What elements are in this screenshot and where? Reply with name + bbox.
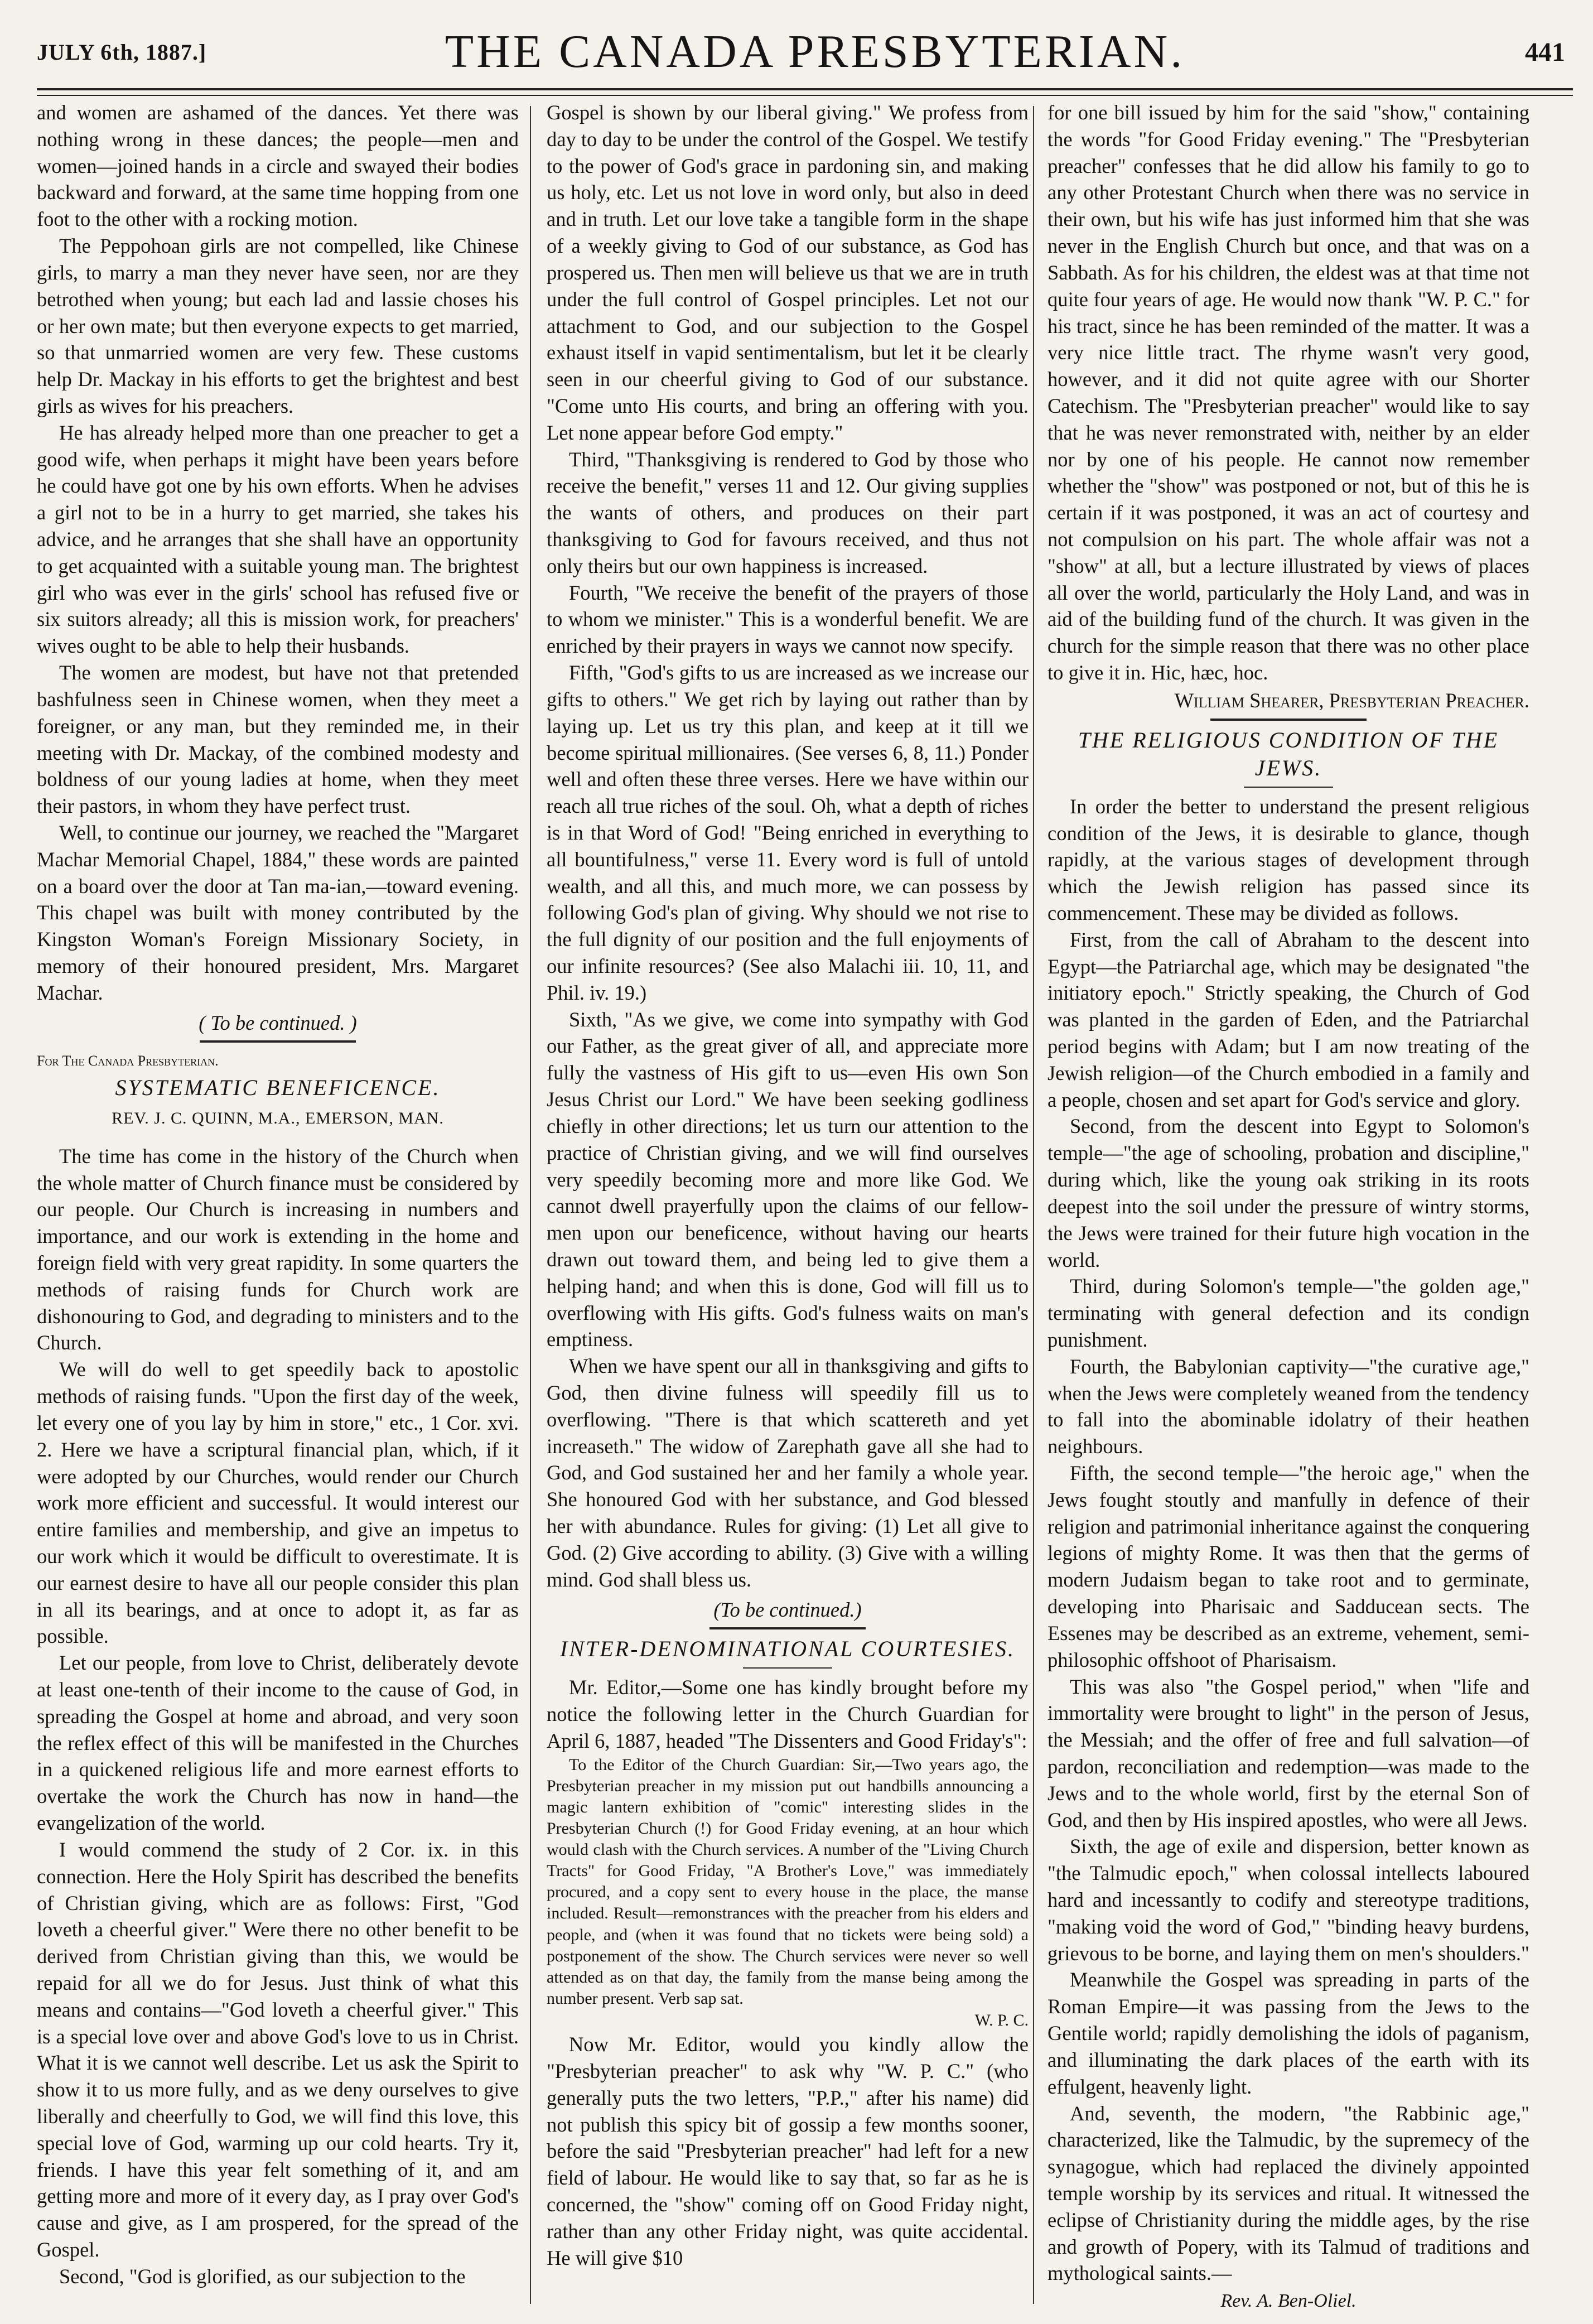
paragraph: for one bill issued by him for the said "show," containing the words "for Good Friday evening." The "Presbyterian preacher" confesses that he did allow his family to go to any other Protestant Church when there was no service in their own, but his wife has just informed him that she was never in the English Church but once, and that was on a Sabbath. As for his children, the eldest was at that time not quite four years of age. He would now thank "W. P. C." for his tract, since he has been reminded of the matter. It was a very nice little tract. The rhyme wasn't very good, however, and it did not quite agree with our Shorter Catechism. The "Presbyterian preacher" would like to say that he was never remonstrated with, neither by an elder nor by one of his people. He cannot now remember whether the "show" was postponed or not, but of this he is certain if it was postponed, it was an act of courtesy and not compulsion on his part. The whole affair was not a "show" at all, but a lecture illustrated by views of places all over the world, particularly the Holy Land, and was in aid of the building fund of the church. It was given in the church for the simple reason that there was no other place to give it in. Hic, hæc, hoc.: [1047, 101, 1529, 684]
article-signature: William Shearer, Presbyterian Preacher.: [1174, 688, 1529, 712]
paragraph: Third, "Thanksgiving is rendered to God by those who receive the benefit," verses 11 and 12. Our giving supplies the wants of others, and produces on their part thanksgiving to God for favours received, and thus not only theirs but our own happiness is increased.: [547, 447, 1029, 577]
paragraph: Meanwhile the Gospel was spreading in parts of the Roman Empire—it was passing from the Jews to the Gentile world; rapidly demolishing the idols of paganism, and illuminating the dark places of the earth with its effulgent, heavenly light.: [1047, 1968, 1529, 2098]
paragraph: This was also "the Gospel period," when "life and immortality were brought to light" in the person of Jesus, the Messiah; and the offer of free and full salvation—of pardon, reconciliation and redemption—was made to the Jews and to the whole world, first by the eternal Son of God, and then by His inspired apostles, who were all Jews.: [1047, 1675, 1529, 1831]
headline-rule: [1244, 787, 1333, 788]
column-3: [1047, 99, 1529, 2308]
paragraph: First, from the call of Abraham to the descent into Egypt—the Patriarchal age, which may be designated "the initiatory epoch." Strictly speaking, the Church of God was planted in the garden of Eden, and the Patriarchal period begins with Adam; but I am now treating of the Jewish religion—of the Church embodied in a family and a people, chosen and set apart for God's service and glory.: [1047, 928, 1529, 1111]
article-headline: INTER-DENOMINATIONAL COURTESIES.: [560, 1636, 1015, 1662]
article-kicker: For The Canada Presbyterian.: [37, 1053, 219, 1069]
paragraph: He has already helped more than one preacher to get a good wife, when perhaps it might have been years before he could have got one by his own efforts. When he advises a girl not to be in a hurry to get married, she takes his advice, and he arranges that she shall have an opportunity to get acquainted with a suitable young man. The brightest girl who was ever in the girls' school has refused five or six suitors already; all this is mission work, for preachers' wives ought to be able to help their husbands.: [37, 421, 519, 658]
paragraph: The women are modest, but have not that pretended bashfulness seen in Chinese women, when they meet a foreigner, or any man, but they reminded me, in their meeting with Dr. Mackay, of the combined modesty and boldness of our young ladies at home, when they meet their pastors, in whom they have perfect trust.: [37, 661, 519, 818]
masthead-rule-thin: [37, 95, 1573, 96]
paragraph: Sixth, the age of exile and dispersion, better known as "the Talmudic epoch," when colossal intellects laboured hard and incessantly to codify and stereotype traditions, "making void the word of God," "binding heavy burdens, grievous to be borne, and laying them on men's shoulders.": [1047, 1835, 1529, 1965]
headline-rule: [743, 1667, 832, 1669]
paragraph: Second, "God is glorified, as our subjection to the: [59, 2264, 466, 2288]
continued-note: (To be continued.): [713, 1598, 862, 1621]
paragraph: Now Mr. Editor, would you kindly allow the "Presbyterian preacher" to ask why "W. P. C." (who generally puts the two letters, "P.P.," after his name) did not publish this spicy bit of gossip a few months sooner, before the said "Presbyterian preacher" had left for a new field of labour. He would like to say that, so far as he is concerned, the "show" coming off on Good Friday night, rather than any other Friday night, was quite accidental. He will give $10: [547, 2033, 1029, 2269]
newspaper-title: THE CANADA PRESBYTERIAN.: [445, 26, 1185, 78]
paragraph: Well, to continue our journey, we reached the "Margaret Machar Memorial Chapel, 1884," these words are painted on a board over the door at Tan ma-ian,—toward evening. This chapel was built with money contributed by the Kingston Woman's Foreign Missionary Society, in memory of their honoured president, Mrs. Margaret Machar.: [37, 821, 519, 1004]
paragraph: When we have spent our all in thanksgiving and gifts to God, then divine fulness will speedily fill us to overflowing. "There is that which scattereth and yet increaseth." The widow of Zarephath gave all she had to God, and God sustained her and her family a whole year. She honoured God with her substance, and God blessed her with abundance. Rules for giving: (1) Let all give to God. (2) Give according to ability. (3) Give with a willing mind. God shall bless us.: [547, 1354, 1029, 1591]
paragraph: Third, during Solomon's temple—"the golden age," terminating with general defection and its condign punishment.: [1047, 1275, 1529, 1351]
paragraph: Fourth, "We receive the benefit of the prayers of those to whom we minister." This is a wonderful benefit. We are enriched by their prayers in ways we cannot now specify.: [547, 581, 1029, 658]
paragraph: Gospel is shown by our liberal giving." We profess from day to day to be under the control of the Gospel. We testify to the power of God's grace in pardoning sin, and making us holy, etc. Let us not love in word only, but also in deed and in truth. Let our love take a tangible form in the shape of a weekly giving to God of our substance, as God has prospered us. Then men will believe us that we are in truth under the full control of Gospel principles. Let not our attachment to God, and our subjection to the Gospel exhaust itself in vapid sentimentalism, but let it be clearly seen in our cheerful giving to God of our substance. "Come unto His courts, and bring an offering with you. Let none appear before God empty.": [547, 101, 1029, 444]
paragraph: Fifth, the second temple—"the heroic age," when the Jews fought stoutly and manfully in defence of their religion and patrimonial inheritance against the conquering legions of mighty Rome. It was then that the germs of modern Judaism began to take root and to germinate, developing into Pharisaic and Sadducean sects. The Essenes may be described as an extreme, vehement, semi-philosophic offshoot of Pharisaism.: [1047, 1462, 1529, 1671]
masthead: [37, 10, 1593, 94]
column-divider-2: [1033, 106, 1034, 2304]
paragraph: Fourth, the Babylonian captivity—"the curative age," when the Jews were completely weaned from the tendency to fall into the abominable idolatry of their heathen neighbours.: [1047, 1354, 1529, 1458]
article-signoff: [1047, 2289, 1529, 2308]
column-2: [547, 99, 1029, 2308]
paragraph: Second, from the descent into Egypt to Solomon's temple—"the age of schooling, probation and discipline," during which, like the young oak striking in its roots deepest into the soil under the pressure of wintry storms, the Jews were trained for their future high vocation in the world.: [1047, 1115, 1529, 1271]
letter-signature: W. P. C.: [974, 2010, 1029, 2029]
paragraph: The Peppohoan girls are not compelled, like Chinese girls, to marry a man they never have seen, nor are they betrothed when young; but each lad and lassie choses his or her own mate; but then everyone expects to get married, so that unmarried women are very few. These customs help Dr. Mackay in his efforts to get the brightest and best girls as wives for his preachers.: [37, 234, 519, 417]
paragraph: Mr. Editor,—Some one has kindly brought before my notice the following letter in the Church Guardian for April 6, 1887, headed "The Dissenters and Good Friday's":: [547, 1676, 1029, 1752]
quoted-letter: To the Editor of the Church Guardian: Sir,—Two years ago, the Presbyterian preacher in my mission put out handbills announcing a magic lantern exhibition of "comic" interesting slides in the Presbyterian Church (!) for Good Friday evening, at an hour which would clash with the Church services. A number of the "Living Church Tracts" for Good Friday, "A Brother's Love," was immediately procured, and a copy sent to every house in the place, the manse included. Result—remonstrances with the preacher from his elders and people, and (when it was found that no tickets were being sold) a postponement of the show. The Church services were never so well attended as on that day, the family from the manse being among the number present. Verb sap sat.: [547, 1755, 1029, 2008]
column-1: [37, 99, 519, 2308]
section-rule: [709, 1627, 866, 1629]
paragraph: In order the better to understand the present religious condition of the Jews, it is desirable to glance, though rapidly, at the various stages of development through which the Jewish religion has passed since its commencement. These may be divided as follows.: [1047, 794, 1529, 924]
article-headline: SYSTEMATIC BENEFICENCE.: [115, 1075, 441, 1101]
paragraph: Let our people, from love to Christ, deliberately devote at least one-tenth of their income to the cause of God, in spreading the Gospel at home and abroad, and very soon the reflex effect of this will be manifested in the Churches in a quickened religious life and more earnest efforts to overtake the work the Church has now in hand—the evangelization of the world.: [37, 1651, 519, 1835]
page-number: 441: [1525, 37, 1565, 67]
paragraph: Fifth, "God's gifts to us are increased as we increase our gifts to others." We get rich by laying out rather than by laying up. Let us try this plan, and keep at it till we become spiritual millionaires. (See verses 6, 8, 11.) Ponder well and often these three verses. Here we have within our reach all true riches of the soul. Oh, what a depth of riches is in that Word of God! "Being enriched in everything to all bountifulness," verse 11. Every word is full of untold wealth, and all this, and much more, we can possess by following God's plan of giving. Why should we not rise to the full dignity of our position and the full enjoyments of our infinite resources? (See also Malachi iii. 10, 11, and Phil. iv. 19.): [547, 661, 1029, 1004]
signoff-text: Rev. A. Ben-Oliel.: [1220, 2291, 1357, 2308]
issue-date: JULY 6th, 1887.]: [37, 40, 207, 65]
masthead-rule: [37, 88, 1573, 90]
section-rule: [200, 1040, 356, 1043]
paragraph: And, seventh, the modern, "the Rabbinic age," characterized, like the Talmudic, by the supremecy of the synagogue, which had replaced the divinely appointed temple worship by its services and ritual. It witnessed the eclipse of Christianity during the middle ages, by the rise and growth of Popery, with its Talmud of traditions and mythological saints.—: [1047, 2101, 1529, 2285]
article-headline: THE RELIGIOUS CONDITION OF THE JEWS.: [1078, 727, 1499, 780]
section-rule: [1210, 719, 1367, 721]
paragraph: Sixth, "As we give, we come into sympathy with God our Father, as the great giver of all, and appreciate more fully the vastness of His gift to us—even His own Son Jesus Christ our Lord." We have been seeking godliness chiefly in other directions; let us turn our attention to the practice of Christian giving, and we will find ourselves very speedily becoming more and more like God. We cannot dwell prayerfully upon the claims of our fellow-men upon our beneficence, without having our hearts drawn out toward them, and being led to give them a helping hand; and when this is done, God will fill us to overflowing with His gifts. God's fulness waits on man's emptiness.: [547, 1007, 1029, 1351]
column-divider-1: [530, 106, 531, 2304]
article-byline: REV. J. C. QUINN, M.A., EMERSON, MAN.: [112, 1109, 444, 1128]
continued-note: ( To be continued. ): [199, 1011, 357, 1034]
paragraph: We will do well to get speedily back to apostolic methods of raising funds. "Upon the first day of the week, let every one of you lay by him in store," etc., 1 Cor. xvi. 2. Here we have a scriptural financial plan, which, if it were adopted by our Churches, would render our Church work more efficient and successful. It would interest our entire families and membership, and give an impetus to our work which it would be difficult to overestimate. It is our earnest desire to have all our people consider this plan in all its bearings, and at once to adopt it, as far as possible.: [37, 1358, 519, 1648]
paragraph: and women are ashamed of the dances. Yet there was nothing wrong in these dances; the people—men and women—joined hands in a circle and swayed their bodies backward and forward, at the same time hopping from one foot to the other with a rocking motion.: [37, 101, 519, 231]
paragraph: The time has come in the history of the Church when the whole matter of Church finance must be considered by our people. Our Church is increasing in numbers and importance, and our work is extending in the home and foreign field with very great rapidity. In some quarters the methods of raising funds for Church work are dishonouring to God, and degrading to ministers and to the Church.: [37, 1144, 519, 1354]
paragraph: I would commend the study of 2 Cor. ix. in this connection. Here the Holy Spirit has described the benefits of Christian giving, which are as follows: First, "God loveth a cheerful giver." Were there no other benefit to be derived from Christian giving than this, we would be repaid for all we do for Jesus. Just think of what this means and contains—"God loveth a cheerful giver." This is a special love over and above God's love to us in Christ. What it is we cannot well describe. Let us ask the Spirit to show it to us more fully, and as we deny ourselves to give liberally and cheerfully to God, we will find this love, this special love of God, warming up our cold hearts. Try it, friends. I have this year felt something of it, and am getting more and more of it every day, as I pray over God's cause and give, as I am prospered, for the spread of the Gospel.: [37, 1838, 519, 2262]
